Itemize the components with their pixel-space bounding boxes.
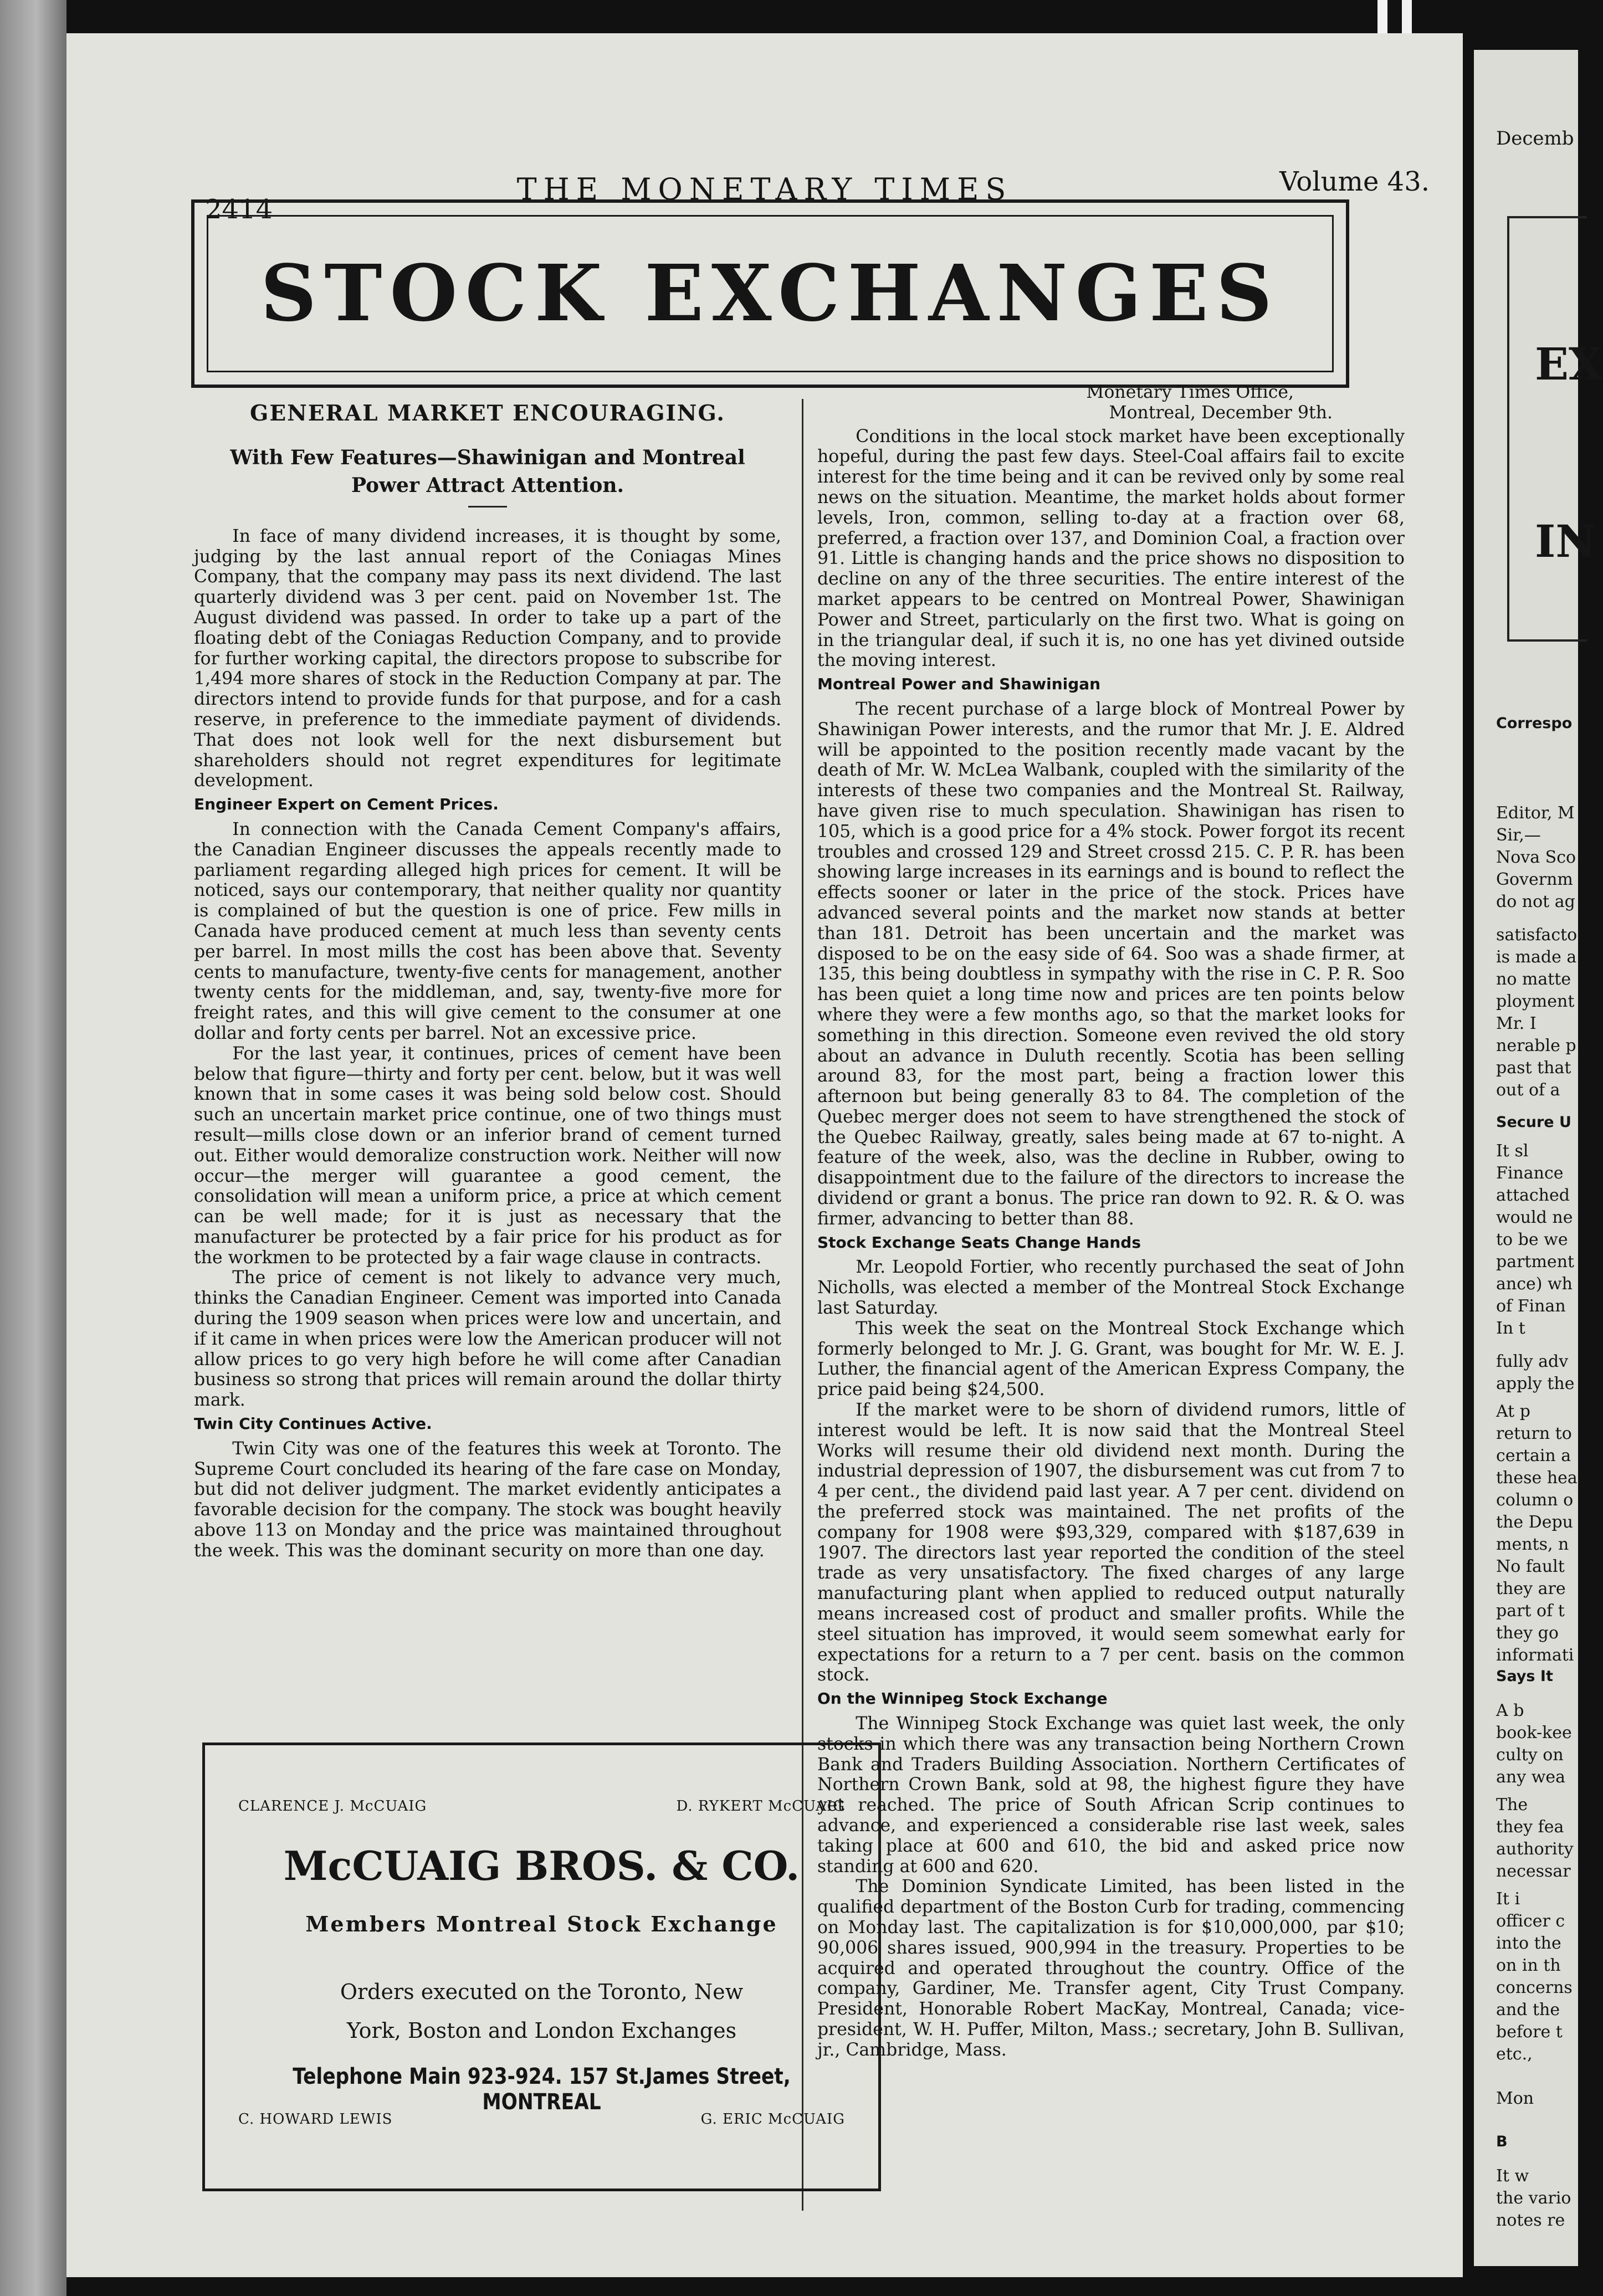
next-page-line: Mr. I	[1496, 1014, 1537, 1033]
next-page-line: apply the	[1496, 1374, 1575, 1393]
next-page-line: ments, n	[1496, 1535, 1569, 1554]
next-page-line: they are	[1496, 1579, 1566, 1598]
next-page-line: Mon	[1496, 2089, 1534, 2108]
section-title: STOCK EXCHANGES	[260, 248, 1280, 339]
next-page-line: Finance	[1496, 1164, 1564, 1183]
next-page-line: column o	[1496, 1490, 1574, 1510]
next-page-line: the vario	[1496, 2189, 1571, 2208]
section-heading: Montreal Power and Shawinigan	[817, 675, 1101, 694]
paragraph: The price of cement is not likely to advance very much, thinks the Canadian Engineer. Cement was imported into Canada during the 1909 season when prices were low and uncertain, and if it came in when prices were low the American producer will not allow prices to go very high before he will come after Canadian business so strong that prices will remain around the dollar thirty mark.	[194, 1268, 781, 1411]
paragraph: Mr. Leopold Fortier, who recently purchased the seat of John Nicholls, was elected a member of the Montreal Stock Exchange last Saturday.	[817, 1257, 1405, 1319]
book-spine	[0, 0, 66, 2296]
next-page-line: The	[1496, 1795, 1528, 1815]
next-page-line: these hea	[1496, 1468, 1578, 1488]
ad-members-line: Members Montreal Stock Exchange	[305, 1911, 778, 1936]
next-page-line: authority	[1496, 1839, 1574, 1859]
next-page-banner-text: EX	[1535, 338, 1603, 390]
next-page-line: past that	[1496, 1058, 1571, 1078]
next-page-line: B	[1496, 2133, 1508, 2150]
next-page-line: any wea	[1496, 1767, 1566, 1787]
next-page-line: no matte	[1496, 970, 1571, 989]
section-banner	[191, 199, 1349, 388]
newspaper-page	[66, 33, 1463, 2277]
section-heading: Stock Exchange Seats Change Hands	[817, 1233, 1141, 1252]
volume-label: Volume 43.	[1279, 166, 1430, 197]
next-page-line: and the	[1496, 2000, 1560, 2020]
paragraph: This week the seat on the Montreal Stock Exchange which formerly belonged to Mr. J. G. Grant, was bought for Mr. W. E. J. Luther, the financial agent of the American Express Company, the price paid being $24,500.	[817, 1318, 1405, 1400]
next-page-line: attached	[1496, 1186, 1570, 1205]
next-page-line: they fea	[1496, 1817, 1564, 1837]
section-heading: Engineer Expert on Cement Prices.	[194, 795, 499, 814]
next-page-line: officer c	[1496, 1911, 1565, 1931]
next-page-line: Nova Sco	[1496, 848, 1576, 867]
next-page-line: It w	[1496, 2166, 1529, 2186]
paragraph: If the market were to be shorn of dividend rumors, little of interest would be left. It is now said that the Montreal Steel Works will resume their old dividend next month. During the industrial depression of 1907, the disbursement was cut from 7 to 4 per cent., the dividend paid last year. A 7 per cent. dividend on the preferred stock was maintained. The net profits of the company for 1908 were $93,329, compared with $187,639 in 1907. The directors last year reported the condition of the steel trade as very unsatisfactory. The fixed charges of any large manufacturing plant when applied to reduced output naturally means increased cost of product and smaller profits. While the steel situation has improved, it would seem somewhat early for expectations for a return to a 7 per cent. basis on the common stock.	[817, 1400, 1405, 1685]
next-page-fragment	[1474, 50, 1603, 2266]
next-page-line: into the	[1496, 1934, 1561, 1953]
next-page-line: etc.,	[1496, 2044, 1533, 2064]
paragraph: In face of many dividend increases, it is thought by some, judging by the last annual report of the Coniagas Mines Company, that the company may pass its next dividend. The last quarterly dividend was 3 per cent. paid on November 1st. The August dividend was passed. In order to take up a part of the floating debt of the Coniagas Reduction Company, and to provide for further working capital, the directors propose to subscribe for 1,494 more shares of stock in the Reduction Company at par. The directors intend to provide funds for that purpose, and for a cash reserve, in preference to the immediate payment of dividends. That does not look well for the next disbursement but shareholders should not regret expenditures for legitimate development.	[194, 526, 781, 791]
ad-name: D. RYKERT McCUAIG	[676, 1798, 845, 1815]
next-page-line: Sir,—	[1496, 826, 1541, 845]
next-page-line: A b	[1496, 1701, 1524, 1720]
next-page-banner-text: IN	[1535, 515, 1596, 567]
next-page-line: At p	[1496, 1402, 1530, 1421]
ad-name: CLARENCE J. McCUAIG	[238, 1798, 427, 1815]
next-page-line: do not ag	[1496, 892, 1575, 911]
paragraph: For the last year, it continues, prices of cement have been below that figure—thirty and forty per cent. below, but it was well known that in some cases it was being sold below cost. Should such an uncertain market price continue, one of two things must result—mills close down or an inferior brand of cement turned out. Either would demoralize construction work. Neither will now occur—the merger will guarantee a good cement, the consolidation will mean a uniform price, a price at which cement can be well made; for it is just as necessary that the manufacturer be protected by a fair price for his product as for the workmen to be protected by a fair wage clause in contracts.	[194, 1043, 781, 1268]
article-headline: GENERAL MARKET ENCOURAGING.	[250, 401, 725, 426]
next-page-line: Secure U	[1496, 1114, 1571, 1131]
page-number: 2414	[205, 194, 273, 225]
mccuaig-advertisement	[202, 1742, 881, 2191]
headline-rule	[468, 506, 507, 508]
next-page-line: fully adv	[1496, 1352, 1569, 1371]
next-page-line: part of t	[1496, 1601, 1565, 1621]
next-page-line: book-kee	[1496, 1723, 1572, 1742]
next-page-line: It sl	[1496, 1141, 1529, 1161]
next-page-line: satisfacto	[1496, 925, 1578, 945]
ad-firm-name: McCUAIG BROS. & CO.	[283, 1842, 800, 1889]
next-page-line: Says It	[1496, 1668, 1553, 1685]
next-page-line: return to	[1496, 1424, 1572, 1443]
right-column	[817, 382, 1405, 2061]
next-page-line: In t	[1496, 1319, 1525, 1338]
left-column	[194, 393, 781, 1561]
paragraph: The Dominion Syndicate Limited, has been listed in the qualified department of the Boston Curb for trading, commencing on Monday last. The capitalization is for $10,000,000, par $10; 90,006 shares issued, 900,994 in the treasury. Properties to be acquired and operated throughout the country. Office of the company, Gardiner, Me. Transfer agent, City Trust Company. President, Honorable Robert MacKay, Montreal, Canada; vice-president, W. H. Puffer, Milton, Mass.; secretary, John B. Sullivan, jr., Cambridge, Mass.	[817, 1877, 1405, 2060]
next-page-line: Correspo	[1496, 715, 1573, 732]
article-subhead: With Few Features—Shawinigan and Montreal Power Attract Attention.	[230, 445, 745, 497]
next-page-line: certain a	[1496, 1446, 1571, 1465]
publication-title: THE MONETARY TIMES	[516, 172, 1013, 207]
next-page-line: necessar	[1496, 1862, 1571, 1881]
next-page-line: notes re	[1496, 2211, 1565, 2230]
next-page-line: on in th	[1496, 1956, 1561, 1975]
next-page-header: Decemb	[1496, 127, 1574, 150]
paragraph: Conditions in the local stock market have been exceptionally hopeful, during the past few days. Steel-Coal affairs fail to excite interest for the time being and it can be revived only by some real news on the situation. Meantime, the market holds about former levels, Iron, common, selling to-day at a fraction over 68, preferred, a fraction over 137, and Dominion Coal, a fraction over 91. Little is changing hands and the price shows no disposition to decline on any of the three securities. The entire interest of the market appears to be centred on Montreal Power, Shawinigan Power and Street, particularly on the first two. What is going on in the triangular deal, if such it is, no one has yet divined outside the moving interest.	[817, 426, 1405, 671]
next-page-line: It i	[1496, 1889, 1520, 1909]
next-page-line: they go	[1496, 1623, 1559, 1643]
next-page-line: concerns	[1496, 1978, 1573, 1997]
section-heading: Twin City Continues Active.	[194, 1414, 432, 1433]
ad-telephone-address: Telephone Main 923-924. 157 St.James Street, MONTREAL	[293, 2064, 791, 2115]
next-page-line: Governm	[1496, 870, 1573, 889]
next-page-line: out of a	[1496, 1080, 1560, 1100]
next-page-line: to be we	[1496, 1230, 1568, 1249]
next-page-line: nerable p	[1496, 1036, 1576, 1055]
next-page-line: ployment	[1496, 992, 1575, 1011]
dateline: Montreal, December 9th.	[1109, 402, 1333, 423]
paragraph: Twin City was one of the features this week at Toronto. The Supreme Court concluded its hearing of the fare case on Monday, but did not deliver judgment. The market evidently anticipates a favorable decision for the company. The stock was bought heavily above 113 on Monday and the price was maintained throughout the week. This was the dominant security on more than one day.	[194, 1438, 781, 1561]
section-heading: On the Winnipeg Stock Exchange	[817, 1689, 1108, 1708]
paragraph: The recent purchase of a large block of Montreal Power by Shawinigan Power interests, and the rumor that Mr. J. E. Aldred will be appointed to the position recently made vacant by the death of Mr. W. McLea Walbank, coupled with the similarity of the interests of these two companies and the Montreal St. Railway, have given rise to much speculation. Shawinigan has risen to 105, which is a good price for a 4% stock. Power forgot its recent troubles and crossed 129 and Street crossd 215. C. P. R. has been showing large increases in its earnings and is bound to reflect the effects sooner or later in the price of the stock. Prices have advanced several points and the market now stands at better than 181. Detroit has been uncertain and the market was disposed to be on the easy side of 64. Soo was a shade firmer, at 135, this being doubtless in sympathy with the rise in C. P. R. Soo has been quiet a long time now and prices are ten points below where they were a few months ago, so that the market looks for something in this direction. Someone even revived the old story about an advance in Duluth recently. Scotia has been selling around 83, for the most part, being a fraction lower this afternoon but being generally 83 to 84. The completion of the Quebec merger does not seem to have strengthened the stock of the Quebec Railway, greatly, sales being made at 67 to-night. A feature of the week, also, was the decline in Rubber, owing to disappointment due to the failure of the directors to increase the dividend or grant a bonus. The price ran down to 92. R. & O. was firmer, advancing to better than 88.	[817, 699, 1405, 1229]
next-page-line: the Depu	[1496, 1513, 1573, 1532]
paragraph: The Winnipeg Stock Exchange was quiet last week, the only stocks in which there was any transaction being Northern Crown Bank and Traders Building Association. Northern Certificates of Northern Crown Bank, sold at 98, the highest figure they have yet reached. The price of South African Scrip continues to advance, and experienced a considerable rise last week, sales taking place at 600 and 610, the bid and asked price now standing at 600 and 620.	[817, 1714, 1405, 1877]
next-page-line: ance) wh	[1496, 1274, 1573, 1294]
next-page-line: culty on	[1496, 1745, 1564, 1765]
next-page-line: before t	[1496, 2022, 1563, 2042]
dateline: Monetary Times Office,	[1086, 382, 1294, 402]
page-header	[66, 133, 1463, 225]
next-page-line: would ne	[1496, 1208, 1573, 1227]
ad-orders-text: Orders executed on the Toronto, New York, Boston and London Exchanges	[340, 1980, 744, 2043]
ad-name: C. HOWARD LEWIS	[238, 2111, 393, 2128]
next-page-line: No fault	[1496, 1557, 1565, 1576]
next-page-line: of Finan	[1496, 1296, 1566, 1316]
next-page-line: is made a	[1496, 947, 1577, 967]
next-page-banner-frame	[1507, 216, 1587, 642]
next-page-line: partment	[1496, 1252, 1575, 1272]
next-page-line: Editor, M	[1496, 803, 1575, 823]
paragraph: In connection with the Canada Cement Company's affairs, the Canadian Engineer discusses the appeals recently made to parliament regarding alleged high prices for cement. It will be noticed, says our contemporary, that neither quality nor quantity is complained of but the question is one of price. Few mills in Canada have produced cement at much less than seventy cents per barrel. In most mills the cost has been above that. Seventy cents to manufacture, twenty-five cents for management, another twenty cents for the middleman, and, say, twenty-five more for freight rates, and this will give cement to the consumer at one dollar and forty cents per barrel. Not an excessive price.	[194, 819, 781, 1043]
next-page-line: informati	[1496, 1646, 1574, 1665]
ad-name: G. ERIC McCUAIG	[700, 2111, 845, 2128]
